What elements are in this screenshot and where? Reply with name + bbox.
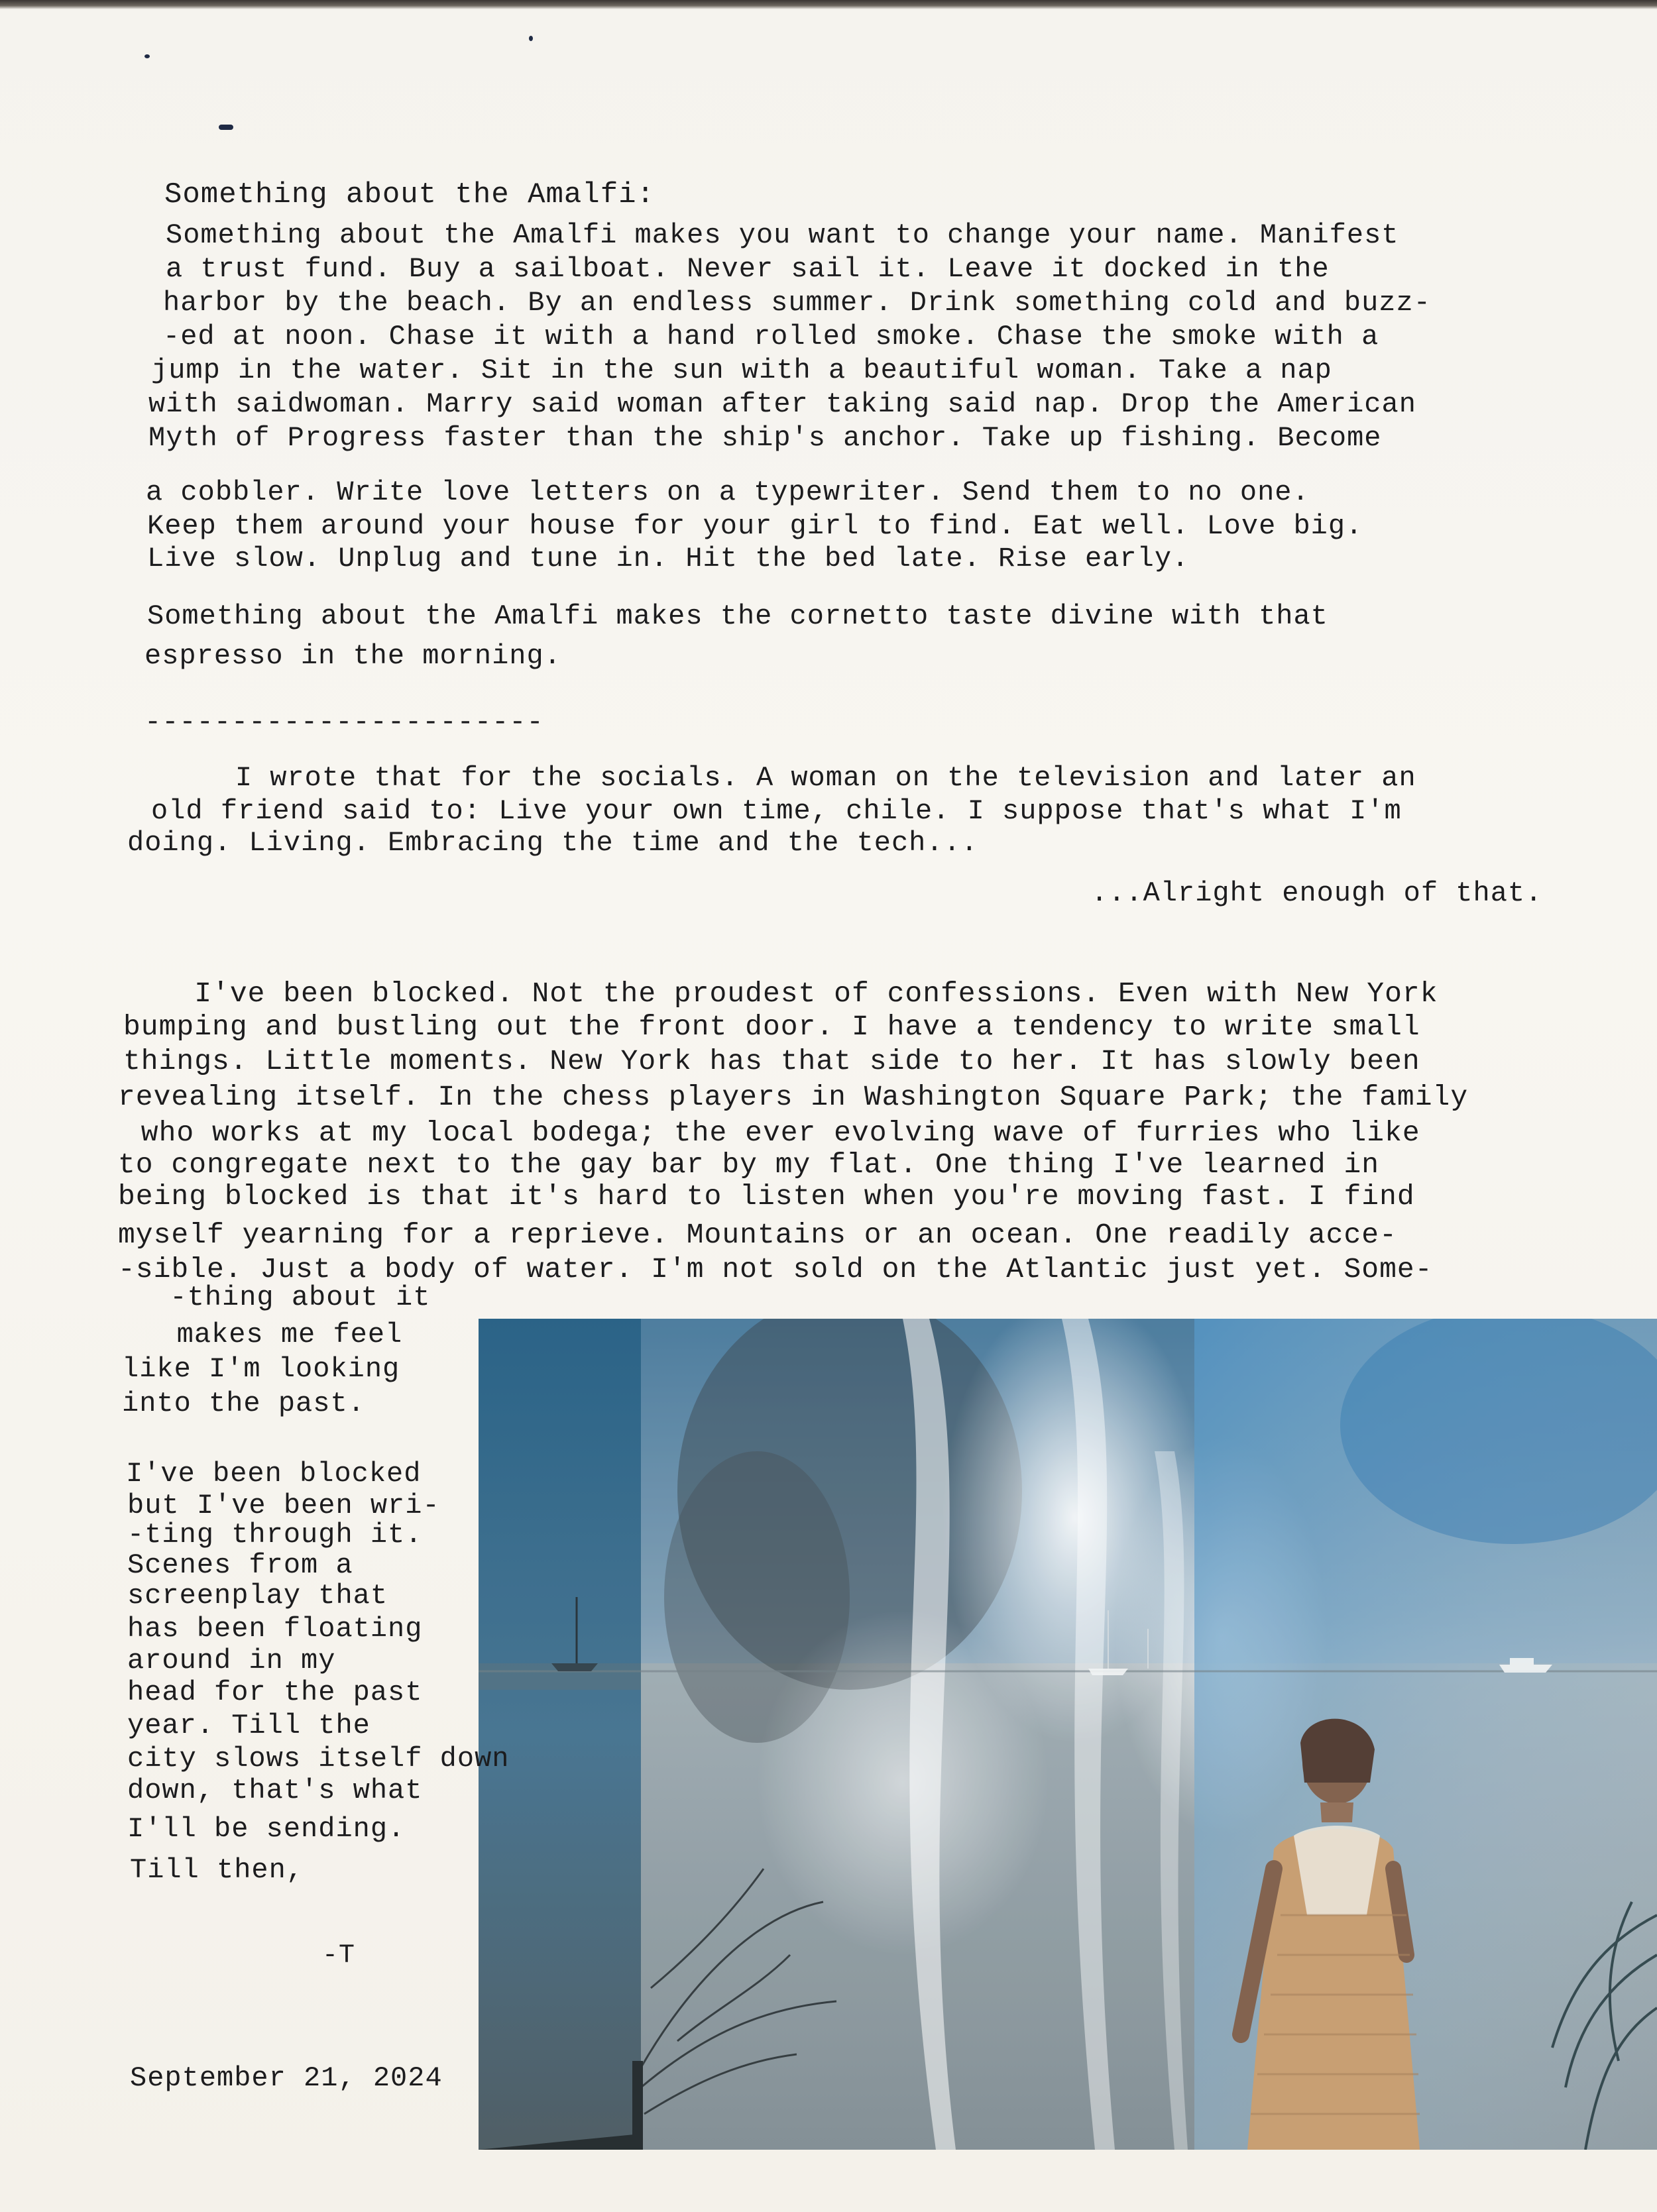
text-line: being blocked is that it's hard to listen when you're moving fast. I find [118, 1180, 1415, 1213]
text-line: with saidwoman. Marry said woman after taking said nap. Drop the American [148, 388, 1416, 420]
text-line: -sible. Just a body of water. I'm not sold on the Atlantic just yet. Some- [118, 1253, 1433, 1286]
text-line: year. Till the [127, 1710, 371, 1742]
ink-speck [144, 54, 150, 58]
text-line: has been floating [127, 1613, 423, 1645]
text-line: harbor by the beach. By an endless summer. Drink something cold and buzz- [163, 287, 1431, 319]
letter-heading: Something about the Amalfi: [164, 178, 655, 211]
text-line: a trust fund. Buy a sailboat. Never sail it. Leave it docked in the [166, 253, 1330, 285]
page-top-edge [0, 0, 1657, 9]
photo-art [479, 1319, 1657, 2150]
text-line: things. Little moments. New York has that side to her. It has slowly been [123, 1045, 1420, 1078]
ink-speck [529, 36, 533, 41]
text-line: myself yearning for a reprieve. Mountains or an ocean. One readily acce- [118, 1219, 1397, 1251]
text-line: like I'm looking [122, 1353, 400, 1385]
text-line: head for the past [127, 1677, 423, 1708]
signature: -T [322, 1941, 356, 1971]
text-line: -ting through it. [127, 1519, 423, 1551]
letter-date: September 21, 2024 [130, 2062, 443, 2094]
ink-speck [219, 125, 233, 130]
text-line: Keep them around your house for your girl to find. Eat well. Love big. [147, 510, 1363, 542]
text-line: espresso in the morning. [144, 640, 561, 672]
text-line: who works at my local bodega; the ever evolving wave of furries who like [123, 1117, 1420, 1149]
text-line: Till then, [130, 1854, 304, 1886]
text-line: makes me feel [125, 1319, 403, 1351]
text-line: Live slow. Unplug and tune in. Hit the bed late. Rise early. [147, 543, 1190, 575]
text-line: jump in the water. Sit in the sun with a beautiful woman. Take a nap [151, 355, 1332, 386]
divider-line: ----------------------- [144, 706, 544, 738]
text-line: I've been blocked. Not the proudest of confessions. Even with New York [123, 977, 1438, 1010]
text-line: city slows itself down [127, 1743, 510, 1775]
amalfi-photo-collage [479, 1319, 1657, 2150]
text-line: around in my [127, 1645, 336, 1677]
text-line: Something about the Amalfi makes you want to change your name. Manifest [166, 219, 1399, 251]
text-line: -ed at noon. Chase it with a hand rolled smoke. Chase the smoke with a [163, 321, 1379, 353]
text-line: but I've been wri- [127, 1490, 440, 1521]
text-line: bumping and bustling out the front door. I have a tendency to write small [123, 1011, 1420, 1043]
text-line: screenplay that [127, 1580, 388, 1612]
text-line: doing. Living. Embracing the time and the tech... [127, 827, 979, 859]
text-line: I wrote that for the socials. A woman on the television and later an [166, 762, 1416, 794]
aside-note: ...Alright enough of that. [1091, 877, 1543, 909]
text-line: a cobbler. Write love letters on a typewriter. Send them to no one. [146, 476, 1310, 508]
text-line: I'll be sending. [127, 1813, 406, 1845]
text-line: revealing itself. In the chess players in Washington Square Park; the family [118, 1081, 1469, 1113]
text-line: into the past. [122, 1388, 365, 1419]
text-line: -thing about it [135, 1282, 431, 1313]
text-line: old friend said to: Live your own time, chile. I suppose that's what I'm [151, 795, 1402, 827]
text-line: Something about the Amalfi makes the cornetto taste divine with that [147, 600, 1328, 632]
text-line: I've been blocked [126, 1458, 422, 1490]
text-line: Scenes from a [127, 1549, 353, 1581]
text-line: Myth of Progress faster than the ship's anchor. Take up fishing. Become [148, 422, 1382, 454]
text-line: to congregate next to the gay bar by my flat. One thing I've learned in [118, 1148, 1380, 1181]
text-line: down, that's what [127, 1775, 423, 1806]
